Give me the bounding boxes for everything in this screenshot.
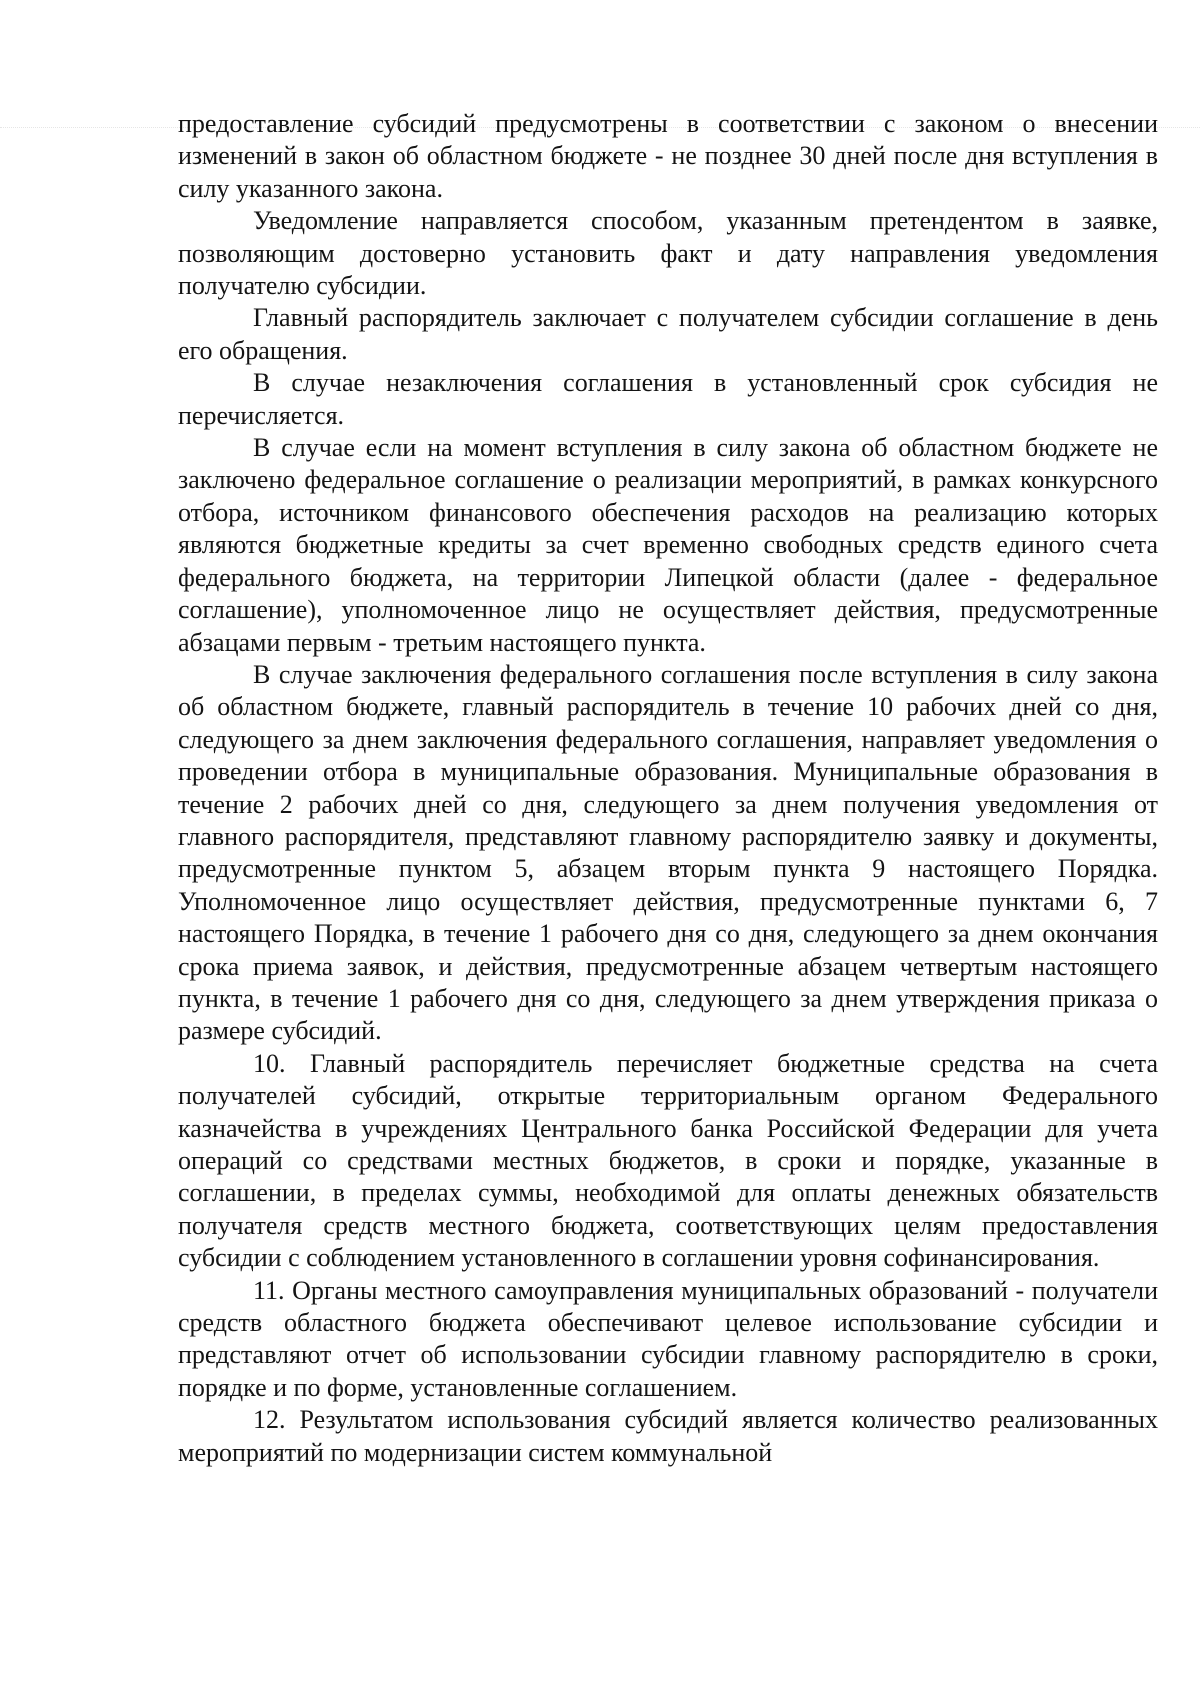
paragraph: Главный распорядитель заключает с получателем субсидии соглашение в день его обращения. — [178, 303, 1158, 365]
paragraph-item-11: 11. Органы местного самоуправления муниципальных образований - получатели средств областного бюджета обеспечивают целевое использование субсидии и представляют отчет об использовании субсидии главному распорядителю в сроки, порядке и по форме, установленные соглашением. — [178, 1275, 1158, 1402]
paragraph-item-10: 10. Главный распорядитель перечисляет бюджетные средства на счета получателей субсидий, открытые территориальным органом Федерального казначейства в учреждениях Центрального банка Российской Федерации для учета операций со средствами местных бюджетов, в сроки и порядке, указанные в соглашении, в пределах суммы, необходимой для оплаты денежных обязательств получателя средств местного бюджета, соответствующих целям предоставления субсидии с соблюдением установленного в соглашении уровня софинансирования. — [178, 1048, 1158, 1273]
paragraph: В случае незаключения соглашения в установленный срок субсидия не перечисляется. — [178, 368, 1158, 430]
paragraph: предоставление субсидий предусмотрены в соответствии с законом о внесении изменений в закон об областном бюджете - не позднее 30 дней после дня вступления в силу указанного закона. — [178, 109, 1158, 203]
paragraph: В случае заключения федерального соглашения после вступления в силу закона об областном бюджете, главный распорядитель в течение 10 рабочих дней со дня, следующего за днем заключения федерального соглашения, направляет уведомления о проведении отбора в муниципальные образования. Муниципальные образования в течение 2 рабочих дней со дня, следующего за днем получения уведомления от главного распорядителя, представляют главному распорядителю заявку и документы, предусмотренные пунктом 5, абзацем вторым пункта 9 настоящего Порядка. Уполномоченное лицо осуществляет действия, предусмотренные пунктами 6, 7 настоящего Порядка, в течение 1 рабочего дня со дня, следующего за днем окончания срока приема заявок, и действия, предусмотренные абзацем четвертым настоящего пункта, в течение 1 рабочего дня со дня, следующего за днем утверждения приказа о размере субсидий. — [178, 659, 1158, 1046]
document-body — [178, 108, 1158, 1469]
paragraph: В случае если на момент вступления в силу закона об областном бюджете не заключено федеральное соглашение о реализации мероприятий, в рамках конкурсного отбора, источником финансового обеспечения расходов на реализацию которых являются бюджетные кредиты за счет временно свободных средств единого счета федерального бюджета, на территории Липецкой области (далее - федеральное соглашение), уполномоченное лицо не осуществляет действия, предусмотренные абзацами первым - третьим настоящего пункта. — [178, 433, 1158, 657]
paragraph: Уведомление направляется способом, указанным претендентом в заявке, позволяющим достоверно установить факт и дату направления уведомления получателю субсидии. — [178, 206, 1158, 301]
paragraph-item-12: 12. Результатом использования субсидий является количество реализованных мероприятий по модернизации систем коммунальной — [178, 1405, 1158, 1467]
